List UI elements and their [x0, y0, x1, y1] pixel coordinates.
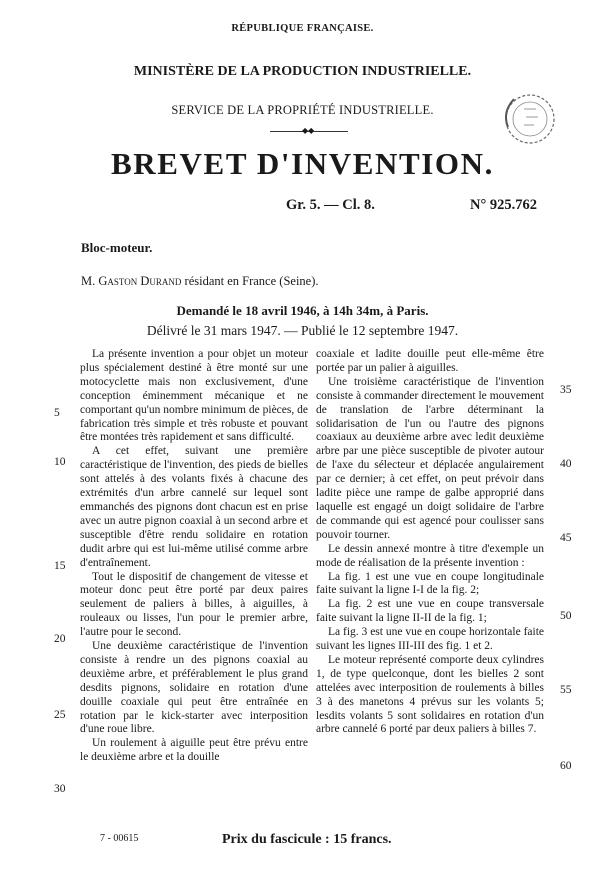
line-number: 55 — [560, 684, 572, 696]
issue-date: Délivré le 31 mars 1947. — Publié le 12 septembre 1947. — [146, 323, 459, 338]
paragraph: Une troisième caractéristique de l'invention consiste à commander directement le mouvement de translation de l'arbre déterminant la solidarisation de l'un ou l'autre des pignons coaxiaux au deuxième arbre avec ledit deuxième arbre par une pièce susceptible de pivoter autour de l'axe du sélecteur et déplacée angulairement par ce dernier; à cet effet, on peut prévoir dans ladite pièce une rampe de galbe approprié dans laquelle est engagé un doigt solidaire de l'arbre de commande qui est agencé pour coulisser sans pouvoir tourner. — [316, 375, 544, 541]
paragraph: Un roulement à aiguille peut être prévu entre le deuxième arbre et la douille — [80, 737, 308, 764]
inventor-residence: résidant en France (Seine). — [181, 274, 319, 288]
price-line: Prix du fascicule : 15 francs. — [222, 832, 392, 847]
document-title: BREVET D'INVENTION. — [111, 146, 494, 181]
line-number: 30 — [54, 783, 66, 795]
classification: Gr. 5. — Cl. 8. — [286, 197, 375, 213]
line-number: 20 — [54, 633, 66, 645]
right-column — [316, 348, 544, 737]
filing-date: Demandé le 18 avril 1946, à 14h 34m, à Paris. — [176, 303, 429, 318]
service-heading: SERVICE DE LA PROPRIÉTÉ INDUSTRIELLE. — [171, 103, 434, 117]
paragraph: La présente invention a pour objet un moteur plus spécialement destiné à être monté sur une motocyclette mais non exclusivement, d'une conception éminemment mécanique et ne comportant qu'un nombre minimum de pièces, de fabrication très simple et très robuste et pouvant être montées très rapidement et sans difficulté. — [80, 348, 308, 444]
line-number: 5 — [54, 407, 60, 419]
line-number: 60 — [560, 760, 572, 772]
paragraph: La fig. 3 est une vue en coupe horizontale faite suivant les lignes III-III des fig. 1 et 2. — [316, 626, 544, 653]
line-number: 45 — [560, 532, 572, 544]
line-number: 35 — [560, 384, 572, 396]
paragraph: La fig. 1 est une vue en coupe longitudinale faite suivant la ligne I-I de la fig. 2; — [316, 570, 544, 597]
paragraph: Une deuxième caractéristique de l'invention consiste à rendre un des pignons coaxial au deuxième arbre, et préférablement le plus grand desdits pignons, solidaire en rotation d'une douille coaxiale qui peut être entraînée en rotation par le kick-starter avec interposition d'une roue libre. — [80, 640, 308, 736]
inventor-name: Gaston Durand — [98, 274, 182, 288]
ornament-icon: ◆◆ — [302, 126, 315, 135]
paragraph: Tout le dispositif de changement de vitesse et moteur donc peut être porté par deux paires seulement de paliers à billes, à aiguilles, à rouleaux ou lisses, l'un pour le premier arbre, l'autre pour le second. — [80, 570, 308, 639]
patent-number: N° 925.762 — [470, 197, 538, 213]
left-column — [80, 348, 308, 765]
republique-heading: RÉPUBLIQUE FRANÇAISE. — [231, 23, 374, 34]
line-number: 40 — [560, 458, 572, 470]
ministere-heading: MINISTÈRE DE LA PRODUCTION INDUSTRIELLE. — [133, 64, 472, 79]
paragraph: coaxiale et ladite douille peut elle-même être portée par un palier à aiguilles. — [316, 348, 544, 374]
library-stamp-icon — [488, 87, 558, 151]
inventor-line — [81, 274, 319, 289]
line-number: 15 — [54, 560, 66, 572]
patent-title: Bloc-moteur. — [81, 240, 153, 255]
paragraph: Le moteur représenté comporte deux cylindres 1, de type quelconque, dont les bielles 2 sont attelées avec interposition de roulements à billes 3 à des manetons 4 prévus sur les volants 5; lesdits volants 5 sont solidaires en rotation d'un arbre cannelé 6 porté par deux paliers à billes 7. — [316, 653, 544, 736]
line-number: 25 — [54, 709, 66, 721]
paragraph: Le dessin annexé montre à titre d'exemple un mode de réalisation de la présente invention : — [316, 542, 544, 569]
line-number: 10 — [54, 456, 66, 468]
line-number: 50 — [560, 610, 572, 622]
paragraph: La fig. 2 est une vue en coupe transversale faite suivant la ligne II-II de la fig. 1; — [316, 598, 544, 625]
paragraph: A cet effet, suivant une première caractéristique de l'invention, des pieds de bielles sont attelés à des volants fixés à chacune des extrémités d'un arbre cannelé sur lequel sont emmanchés des pignons dont chacun est en prise avec un autre pignon coaxial à un second arbre et susceptible d'être rendu solidaire en rotation dudit arbre qui est lui-même utilisé comme arbre d'entraînement. — [80, 445, 308, 569]
print-code: 7 - 00615 — [100, 833, 139, 844]
inventor-prefix: M. — [81, 274, 99, 288]
